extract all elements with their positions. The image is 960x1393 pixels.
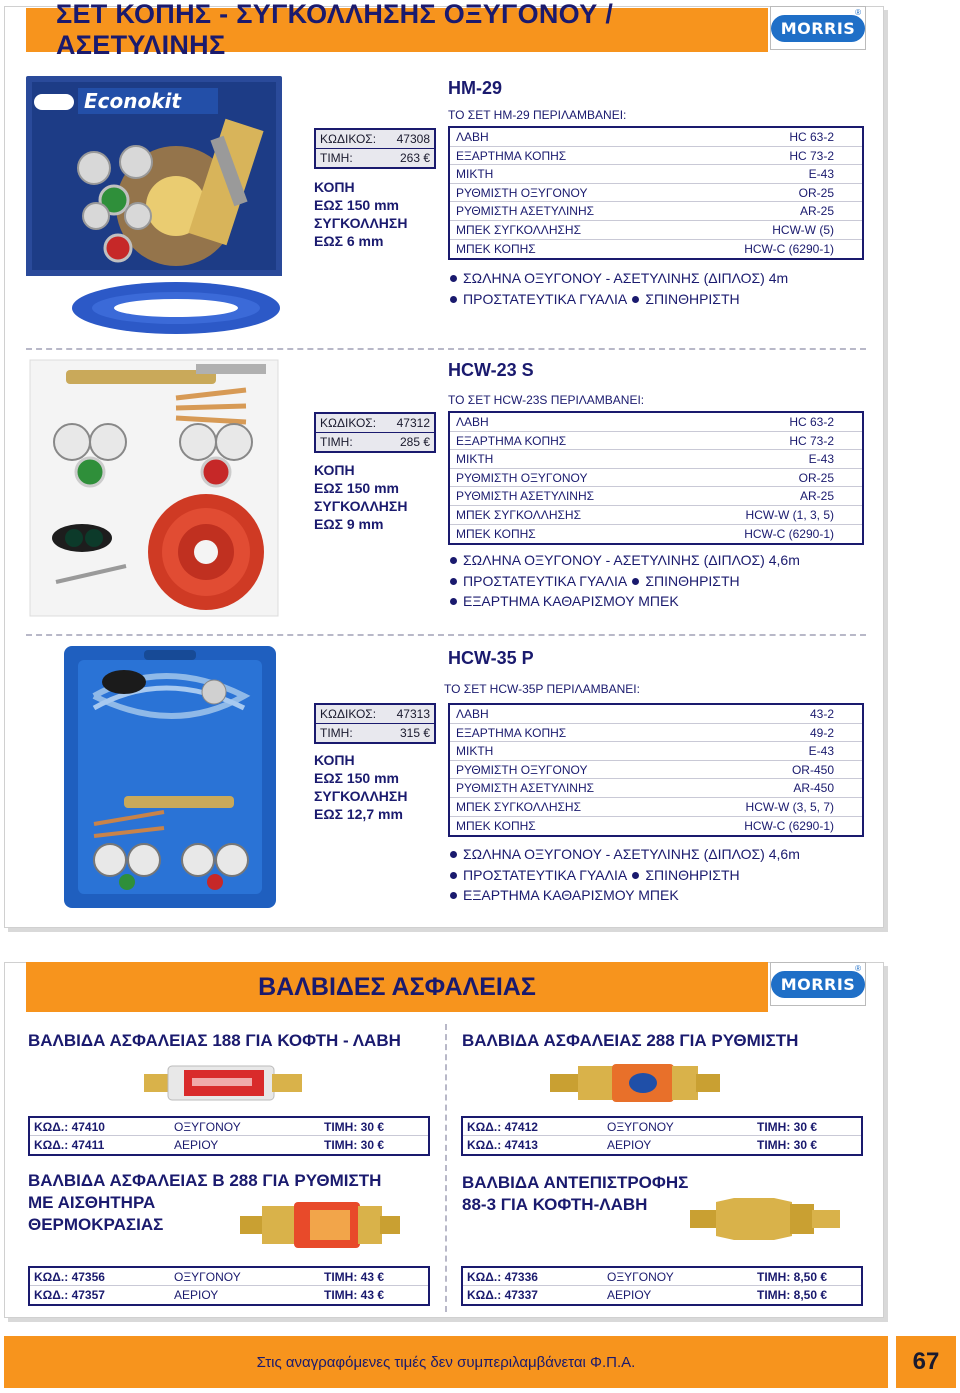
- bullet-icon: [450, 892, 457, 899]
- spec-row: ΜΙΚΤΗ E-43: [450, 450, 862, 469]
- hcw35p-includes-label: ΤΟ ΣΕΤ HCW-35P ΠΕΡΙΛΑΜΒΑΝΕΙ:: [444, 682, 640, 696]
- valve-288-table: [461, 1116, 863, 1156]
- hm29-code-box: [314, 128, 436, 169]
- valve-row: ΚΩΔ.: 47357 ΑΕΡΙΟΥ ΤΙΜΗ: 43 €: [34, 1288, 385, 1302]
- page-number: 67: [912, 1348, 940, 1375]
- spec-row: ΜΠΕΚ ΣΥΓΚΟΛΛΗΣΗΣ HCW-W (3, 5, 7): [450, 798, 862, 817]
- desc-line: ΣΥΓΚΟΛΛΗΣΗ: [314, 498, 408, 514]
- spec-row: ΛΑΒΗ 43-2: [450, 705, 862, 724]
- hcw23s-includes-label: ΤΟ ΣΕΤ HCW-23S ΠΕΡΙΛΑΜΒΑΝΕΙ:: [448, 393, 645, 407]
- spec-row: ΕΞΑΡΤΗΜΑ ΚΟΠΗΣ 49-2: [450, 724, 862, 743]
- hcw23s-product-photo: [26, 356, 282, 620]
- logo-text: MORRIS: [771, 971, 866, 998]
- page-title-bar: [26, 0, 768, 60]
- hcw35p-model: HCW-35 P: [448, 648, 534, 668]
- hm29-model: HM-29: [448, 78, 503, 98]
- spec-row: ΜΠΕΚ ΚΟΠΗΣ HCW-C (6290-1): [456, 526, 834, 541]
- valve-row: ΚΩΔ.: 47337 ΑΕΡΙΟΥ ΤΙΜΗ: 8,50 €: [467, 1288, 828, 1302]
- spec-row: ΜΠΕΚ ΚΟΠΗΣ HCW-C (6290-1): [456, 241, 834, 256]
- extra-item: ΣΩΛΗΝΑ ΟΞΥΓΟΝΟΥ - ΑΣΕΤΥΛΙΝΗΣ (ΔΙΠΛΟΣ) 4,6m: [448, 550, 800, 571]
- desc-line: ΣΥΓΚΟΛΛΗΣΗ: [314, 788, 408, 804]
- valves-title: ΒΑΛΒΙΔΕΣ ΑΣΦΑΛΕΙΑΣ: [258, 972, 536, 1001]
- vat-note: Στις αναγραφόμενες τιμές δεν συμπεριλαμβάνεται Φ.Π.Α.: [256, 1353, 636, 1371]
- valve-188-photo: [144, 1062, 304, 1109]
- spec-row: ΡΥΘΜΙΣΤΗ ΟΞΥΓΟΝΟΥ OR-450: [450, 761, 862, 780]
- price-value: 285 €: [399, 435, 430, 449]
- hcw23s-model: HCW-23 S: [448, 360, 534, 380]
- spec-row: ΛΑΒΗ HC 63-2: [450, 413, 862, 432]
- page-number-box: [892, 1336, 956, 1388]
- price-label: ΤΙΜΗ:: [320, 435, 353, 449]
- hcw35p-spec-table: [448, 703, 864, 837]
- desc-line: ΕΩΣ 9 mm: [314, 516, 384, 532]
- desc-line: ΕΩΣ 6 mm: [314, 233, 384, 249]
- valve-row: ΚΩΔ.: 47412 ΟΞΥΓΟΝΟΥ ΤΙΜΗ: 30 €: [463, 1118, 861, 1136]
- price-row: [316, 149, 434, 167]
- valve-row: ΚΩΔ.: 47410 ΟΞΥΓΟΝΟΥ ΤΙΜΗ: 30 €: [30, 1118, 428, 1136]
- bullet-icon: [450, 851, 457, 858]
- hcw23s-capability: [314, 461, 407, 533]
- valve-row: ΚΩΔ.: 47413 ΑΕΡΙΟΥ ΤΙΜΗ: 30 €: [467, 1138, 818, 1152]
- desc-line: ΚΟΠΗ: [314, 462, 355, 478]
- morris-logo: [770, 962, 866, 1006]
- extra-item: ΠΡΟΣΤΑΤΕΥΤΙΚΑ ΓΥΑΛΙΑ ΣΠΙΝΘΗΡΙΣΤΗ: [448, 865, 800, 886]
- bullet-icon: [632, 296, 639, 303]
- spec-row: ΕΞΑΡΤΗΜΑ ΚΟΠΗΣ HC 73-2: [450, 147, 862, 166]
- desc-line: ΣΥΓΚΟΛΛΗΣΗ: [314, 215, 408, 231]
- valve-row: ΚΩΔ.: 47411 ΑΕΡΙΟΥ ΤΙΜΗ: 30 €: [34, 1138, 385, 1152]
- valve-88-3-photo: [690, 1194, 840, 1249]
- desc-line: ΚΟΠΗ: [314, 179, 355, 195]
- spec-row: ΡΥΘΜΙΣΤΗ ΑΣΕΤΥΛΙΝΗΣ AR-450: [450, 779, 862, 798]
- extra-item: ΕΞΑΡΤΗΜΑ ΚΑΘΑΡΙΣΜΟΥ ΜΠΕΚ: [448, 885, 800, 906]
- registered-mark-icon: ®: [855, 964, 861, 973]
- hcw23s-spec-table: [448, 411, 864, 545]
- valve-188-table: [28, 1116, 430, 1156]
- page-title: ΣΕΤ ΚΟΠΗΣ - ΣΥΓΚΟΛΛΗΣΗΣ ΟΞΥΓΟΝΟΥ / ΑΣΕΤΥΛΙΝΗΣ: [56, 0, 614, 60]
- section-divider: [26, 634, 866, 636]
- extra-item: ΣΩΛΗΝΑ ΟΞΥΓΟΝΟΥ - ΑΣΕΤΥΛΙΝΗΣ (ΔΙΠΛΟΣ) 4m: [448, 268, 788, 289]
- valve-88-3-title: ΒΑΛΒΙΔΑ ΑΝΤΕΠΙΣΤΡΟΦΗΣ 88-3 ΓΙΑ ΚΟΦΤΗ-ΛΑΒΗ: [462, 1173, 689, 1214]
- code-label: ΚΩΔΙΚΟΣ:: [320, 416, 377, 430]
- bullet-icon: [632, 872, 639, 879]
- spec-row: ΡΥΘΜΙΣΤΗ ΟΞΥΓΟΝΟΥ OR-25: [450, 184, 862, 203]
- extra-item: ΣΩΛΗΝΑ ΟΞΥΓΟΝΟΥ - ΑΣΕΤΥΛΙΝΗΣ (ΔΙΠΛΟΣ) 4,6m: [448, 844, 800, 865]
- valve-288-title: ΒΑΛΒΙΔΑ ΑΣΦΑΛΕΙΑΣ 288 ΓΙΑ ΡΥΘΜΙΣΤΗ: [462, 1031, 799, 1050]
- code-label: ΚΩΔΙΚΟΣ:: [320, 132, 377, 146]
- valves-title-bar: [26, 962, 768, 1012]
- hm29-capability: [314, 178, 407, 250]
- hcw35p-code-box: [314, 703, 436, 744]
- footer-bar: [4, 1336, 888, 1388]
- code-value: 47313: [396, 707, 430, 721]
- extra-item: ΠΡΟΣΤΑΤΕΥΤΙΚΑ ΓΥΑΛΙΑ ΣΠΙΝΘΗΡΙΣΤΗ: [448, 571, 800, 592]
- code-label: ΚΩΔΙΚΟΣ:: [320, 707, 377, 721]
- code-row: [316, 705, 434, 724]
- price-row: [316, 724, 434, 742]
- hcw35p-product-photo: [64, 646, 276, 908]
- spec-row: ΜΙΚΤΗ E-43: [450, 165, 862, 184]
- code-row: [316, 414, 434, 433]
- bullet-icon: [450, 275, 457, 282]
- bullet-icon: [450, 578, 457, 585]
- spec-row: ΜΠΕΚ ΚΟΠΗΣ HCW-C (6290-1): [456, 818, 834, 833]
- desc-line: ΕΩΣ 150 mm: [314, 197, 399, 213]
- price-value: 315 €: [399, 726, 430, 740]
- hm29-includes-label: ΤΟ ΣΕΤ HM-29 ΠΕΡΙΛΑΜΒΑΝΕΙ:: [448, 108, 627, 122]
- valve-288-photo: [550, 1060, 720, 1111]
- logo-text: MORRIS: [771, 15, 866, 42]
- spec-row: ΛΑΒΗ HC 63-2: [450, 128, 862, 147]
- desc-line: ΚΟΠΗ: [314, 752, 355, 768]
- valve-row: ΚΩΔ.: 47336 ΟΞΥΓΟΝΟΥ ΤΙΜΗ: 8,50 €: [463, 1268, 861, 1286]
- section-divider: [26, 348, 866, 350]
- spec-row: ΡΥΘΜΙΣΤΗ ΑΣΕΤΥΛΙΝΗΣ AR-25: [450, 202, 862, 221]
- hcw35p-capability: [314, 751, 407, 823]
- registered-mark-icon: ®: [855, 8, 861, 17]
- hm29-extras: [448, 268, 788, 309]
- code-row: [316, 130, 434, 149]
- bullet-icon: [450, 598, 457, 605]
- valve-188-title: ΒΑΛΒΙΔΑ ΑΣΦΑΛΕΙΑΣ 188 ΓΙΑ ΚΟΦΤΗ - ΛΑΒΗ: [28, 1031, 401, 1050]
- hm29-spec-table: [448, 126, 864, 260]
- code-value: 47308: [396, 132, 430, 146]
- valve-88-3-table: [461, 1266, 863, 1306]
- spec-row: ΜΙΚΤΗ E-43: [450, 742, 862, 761]
- bullet-icon: [450, 296, 457, 303]
- spec-row: ΡΥΘΜΙΣΤΗ ΑΣΕΤΥΛΙΝΗΣ AR-25: [450, 487, 862, 506]
- extra-item: ΠΡΟΣΤΑΤΕΥΤΙΚΑ ΓΥΑΛΙΑ ΣΠΙΝΘΗΡΙΣΤΗ: [448, 289, 788, 310]
- desc-line: ΕΩΣ 12,7 mm: [314, 806, 403, 822]
- price-label: ΤΙΜΗ:: [320, 151, 353, 165]
- hcw23s-code-box: [314, 412, 436, 453]
- spec-row: ΡΥΘΜΙΣΤΗ ΟΞΥΓΟΝΟΥ OR-25: [450, 469, 862, 488]
- code-value: 47312: [396, 416, 430, 430]
- price-label: ΤΙΜΗ:: [320, 726, 353, 740]
- econokit-box-label: Econokit: [84, 89, 181, 113]
- valve-row: ΚΩΔ.: 47356 ΟΞΥΓΟΝΟΥ ΤΙΜΗ: 43 €: [30, 1268, 428, 1286]
- bullet-icon: [450, 872, 457, 879]
- valve-b288-table: [28, 1266, 430, 1306]
- hcw23s-extras: [448, 550, 800, 612]
- hm29-product-photo: [26, 76, 282, 340]
- bullet-icon: [450, 557, 457, 564]
- bullet-icon: [632, 578, 639, 585]
- valve-b288-photo: [240, 1196, 400, 1259]
- extra-item: ΕΞΑΡΤΗΜΑ ΚΑΘΑΡΙΣΜΟΥ ΜΠΕΚ: [448, 591, 800, 612]
- spec-row: ΜΠΕΚ ΣΥΓΚΟΛΛΗΣΗΣ HCW-W (5): [450, 221, 862, 240]
- desc-line: ΕΩΣ 150 mm: [314, 480, 399, 496]
- morris-logo: [770, 6, 866, 50]
- price-row: [316, 433, 434, 451]
- spec-row: ΕΞΑΡΤΗΜΑ ΚΟΠΗΣ HC 73-2: [450, 432, 862, 451]
- spec-row: ΜΠΕΚ ΣΥΓΚΟΛΛΗΣΗΣ HCW-W (1, 3, 5): [450, 506, 862, 525]
- valves-column-divider: [445, 1024, 447, 1312]
- valve-b288-title: ΒΑΛΒΙΔΑ ΑΣΦΑΛΕΙΑΣ B 288 ΓΙΑ ΡΥΘΜΙΣΤΗ ΜΕ ΑΙΣΘΗΤΗΡΑ ΘΕΡΜΟΚΡΑΣΙΑΣ: [28, 1171, 382, 1234]
- price-value: 263 €: [399, 151, 430, 165]
- desc-line: ΕΩΣ 150 mm: [314, 770, 399, 786]
- hcw35p-extras: [448, 844, 800, 906]
